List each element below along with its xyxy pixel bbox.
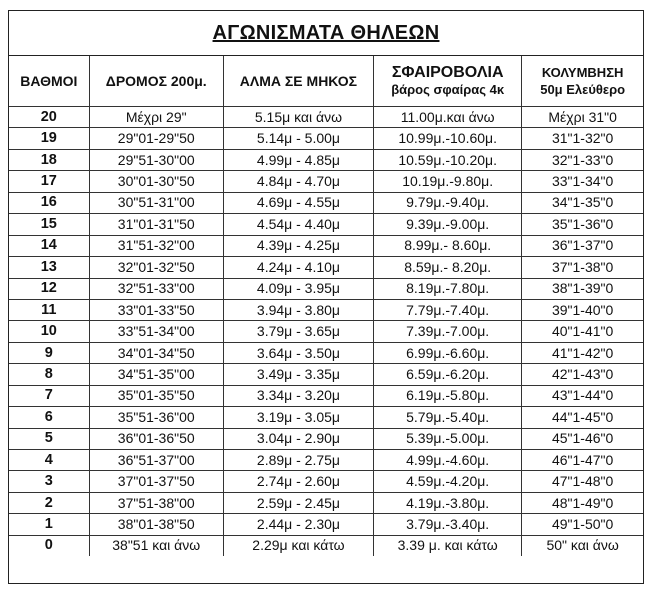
cell-points: 18 [9,149,89,170]
cell-shot-put: 5.79μ.-5.40μ. [374,407,522,428]
cell-points: 17 [9,171,89,192]
cell-run-time: 33"01-33"50 [89,299,223,320]
cell-long-jump: 4.84μ - 4.70μ [223,171,373,192]
cell-run-time: 36"01-36"50 [89,428,223,449]
table-row [9,471,643,492]
table-row [9,492,643,513]
cell-run-time: 34"51-35"00 [89,364,223,385]
cell-run-time: 38"01-38"50 [89,514,223,535]
cell-swim-time: 41"1-42"0 [522,342,643,363]
header-swim-title: ΚΟΛΥΜΒΗΣΗ [541,65,624,80]
table-row [9,257,643,278]
cell-run-time: 37"01-37"50 [89,471,223,492]
cell-points: 4 [9,450,89,471]
cell-shot-put: 10.99μ.-10.60μ. [374,128,522,149]
table-row [9,128,643,149]
header-shot-subtitle: βάρος σφαίρας 4κ [391,82,505,97]
cell-run-time: 29"01-29"50 [89,128,223,149]
cell-points: 20 [9,107,89,128]
cell-shot-put: 8.59μ.- 8.20μ. [374,257,522,278]
cell-run-time: 35"51-36"00 [89,407,223,428]
cell-swim-time: 49"1-50"0 [522,514,643,535]
cell-swim-time: 32"1-33"0 [522,149,643,170]
cell-points: 2 [9,492,89,513]
cell-run-time: 31"01-31"50 [89,214,223,235]
cell-long-jump: 4.24μ - 4.10μ [223,257,373,278]
cell-long-jump: 2.29μ και κάτω [223,535,373,556]
scoring-table [9,56,643,556]
cell-long-jump: 2.74μ - 2.60μ [223,471,373,492]
cell-shot-put: 6.59μ.-6.20μ. [374,364,522,385]
header-run: ΔΡΟΜΟΣ 200μ. [89,56,223,107]
cell-long-jump: 3.79μ - 3.65μ [223,321,373,342]
header-swim-subtitle: 50μ Ελεύθερο [540,82,626,97]
cell-shot-put: 7.79μ.-7.40μ. [374,299,522,320]
cell-swim-time: 47"1-48"0 [522,471,643,492]
cell-points: 5 [9,428,89,449]
cell-shot-put: 4.59μ.-4.20μ. [374,471,522,492]
cell-points: 13 [9,257,89,278]
cell-swim-time: Μέχρι 31"0 [522,107,643,128]
document-title: ΑΓΩΝΙΣΜΑΤΑ ΘΗΛΕΩΝ [212,21,440,44]
table-row [9,342,643,363]
cell-shot-put: 3.39 μ. και κάτω [374,535,522,556]
cell-swim-time: 45"1-46"0 [522,428,643,449]
cell-points: 16 [9,192,89,213]
cell-long-jump: 3.64μ - 3.50μ [223,342,373,363]
cell-swim-time: 35"1-36"0 [522,214,643,235]
cell-points: 7 [9,385,89,406]
cell-swim-time: 42"1-43"0 [522,364,643,385]
cell-long-jump: 3.04μ - 2.90μ [223,428,373,449]
cell-swim-time: 44"1-45"0 [522,407,643,428]
cell-long-jump: 4.69μ - 4.55μ [223,192,373,213]
cell-swim-time: 50" και άνω [522,535,643,556]
cell-shot-put: 6.99μ.-6.60μ. [374,342,522,363]
cell-long-jump: 4.54μ - 4.40μ [223,214,373,235]
cell-points: 11 [9,299,89,320]
cell-run-time: 32"01-32"50 [89,257,223,278]
cell-swim-time: 46"1-47"0 [522,450,643,471]
cell-run-time: 30"01-30"50 [89,171,223,192]
table-row [9,514,643,535]
cell-shot-put: 9.39μ.-9.00μ. [374,214,522,235]
cell-run-time: 33"51-34"00 [89,321,223,342]
cell-swim-time: 31"1-32"0 [522,128,643,149]
cell-swim-time: 38"1-39"0 [522,278,643,299]
header-row [9,56,643,107]
cell-long-jump: 5.14μ - 5.00μ [223,128,373,149]
cell-shot-put: 9.79μ.-9.40μ. [374,192,522,213]
cell-swim-time: 34"1-35"0 [522,192,643,213]
cell-points: 1 [9,514,89,535]
cell-long-jump: 3.34μ - 3.20μ [223,385,373,406]
cell-long-jump: 2.59μ - 2.45μ [223,492,373,513]
title-row [9,11,643,56]
cell-shot-put: 8.99μ.- 8.60μ. [374,235,522,256]
cell-points: 9 [9,342,89,363]
table-row [9,364,643,385]
cell-shot-put: 10.19μ.-9.80μ. [374,171,522,192]
cell-points: 12 [9,278,89,299]
cell-shot-put: 8.19μ.-7.80μ. [374,278,522,299]
cell-long-jump: 3.94μ - 3.80μ [223,299,373,320]
table-body [9,107,643,557]
cell-shot-put: 4.99μ.-4.60μ. [374,450,522,471]
cell-run-time: 30"51-31"00 [89,192,223,213]
header-points: ΒΑΘΜΟΙ [9,56,89,107]
cell-shot-put: 10.59μ.-10.20μ. [374,149,522,170]
cell-points: 6 [9,407,89,428]
scoring-table-document [8,10,644,584]
cell-shot-put: 4.19μ.-3.80μ. [374,492,522,513]
table-row [9,278,643,299]
cell-long-jump: 3.49μ - 3.35μ [223,364,373,385]
cell-long-jump: 2.44μ - 2.30μ [223,514,373,535]
cell-points: 14 [9,235,89,256]
cell-long-jump: 4.39μ - 4.25μ [223,235,373,256]
cell-run-time: Μέχρι 29" [89,107,223,128]
table-row [9,299,643,320]
cell-shot-put: 11.00μ.και άνω [374,107,522,128]
cell-run-time: 34"01-34"50 [89,342,223,363]
cell-run-time: 29"51-30"00 [89,149,223,170]
table-row [9,535,643,556]
table-row [9,107,643,128]
cell-swim-time: 33"1-34"0 [522,171,643,192]
cell-points: 10 [9,321,89,342]
cell-shot-put: 5.39μ.-5.00μ. [374,428,522,449]
cell-points: 19 [9,128,89,149]
header-jump: ΑΛΜΑ ΣΕ ΜΗΚΟΣ [223,56,373,107]
cell-shot-put: 6.19μ.-5.80μ. [374,385,522,406]
cell-run-time: 32"51-33"00 [89,278,223,299]
cell-points: 3 [9,471,89,492]
cell-run-time: 36"51-37"00 [89,450,223,471]
table-row [9,428,643,449]
cell-swim-time: 37"1-38"0 [522,257,643,278]
cell-swim-time: 40"1-41"0 [522,321,643,342]
table-row [9,214,643,235]
cell-long-jump: 4.09μ - 3.95μ [223,278,373,299]
cell-shot-put: 3.79μ.-3.40μ. [374,514,522,535]
table-row [9,192,643,213]
table-row [9,450,643,471]
table-row [9,321,643,342]
header-shot-title: ΣΦΑΙΡΟΒΟΛΙΑ [391,64,504,81]
header-shot [374,56,522,107]
cell-shot-put: 7.39μ.-7.00μ. [374,321,522,342]
cell-long-jump: 4.99μ - 4.85μ [223,149,373,170]
cell-run-time: 35"01-35"50 [89,385,223,406]
cell-swim-time: 39"1-40"0 [522,299,643,320]
cell-points: 15 [9,214,89,235]
cell-run-time: 31"51-32"00 [89,235,223,256]
cell-long-jump: 2.89μ - 2.75μ [223,450,373,471]
cell-long-jump: 5.15μ και άνω [223,107,373,128]
cell-points: 0 [9,535,89,556]
table-row [9,407,643,428]
table-row [9,149,643,170]
cell-run-time: 38"51 και άνω [89,535,223,556]
table-row [9,235,643,256]
cell-swim-time: 48"1-49"0 [522,492,643,513]
cell-points: 8 [9,364,89,385]
cell-long-jump: 3.19μ - 3.05μ [223,407,373,428]
cell-swim-time: 36"1-37"0 [522,235,643,256]
header-swim [522,56,643,107]
table-row [9,171,643,192]
table-row [9,385,643,406]
cell-swim-time: 43"1-44"0 [522,385,643,406]
cell-run-time: 37"51-38"00 [89,492,223,513]
